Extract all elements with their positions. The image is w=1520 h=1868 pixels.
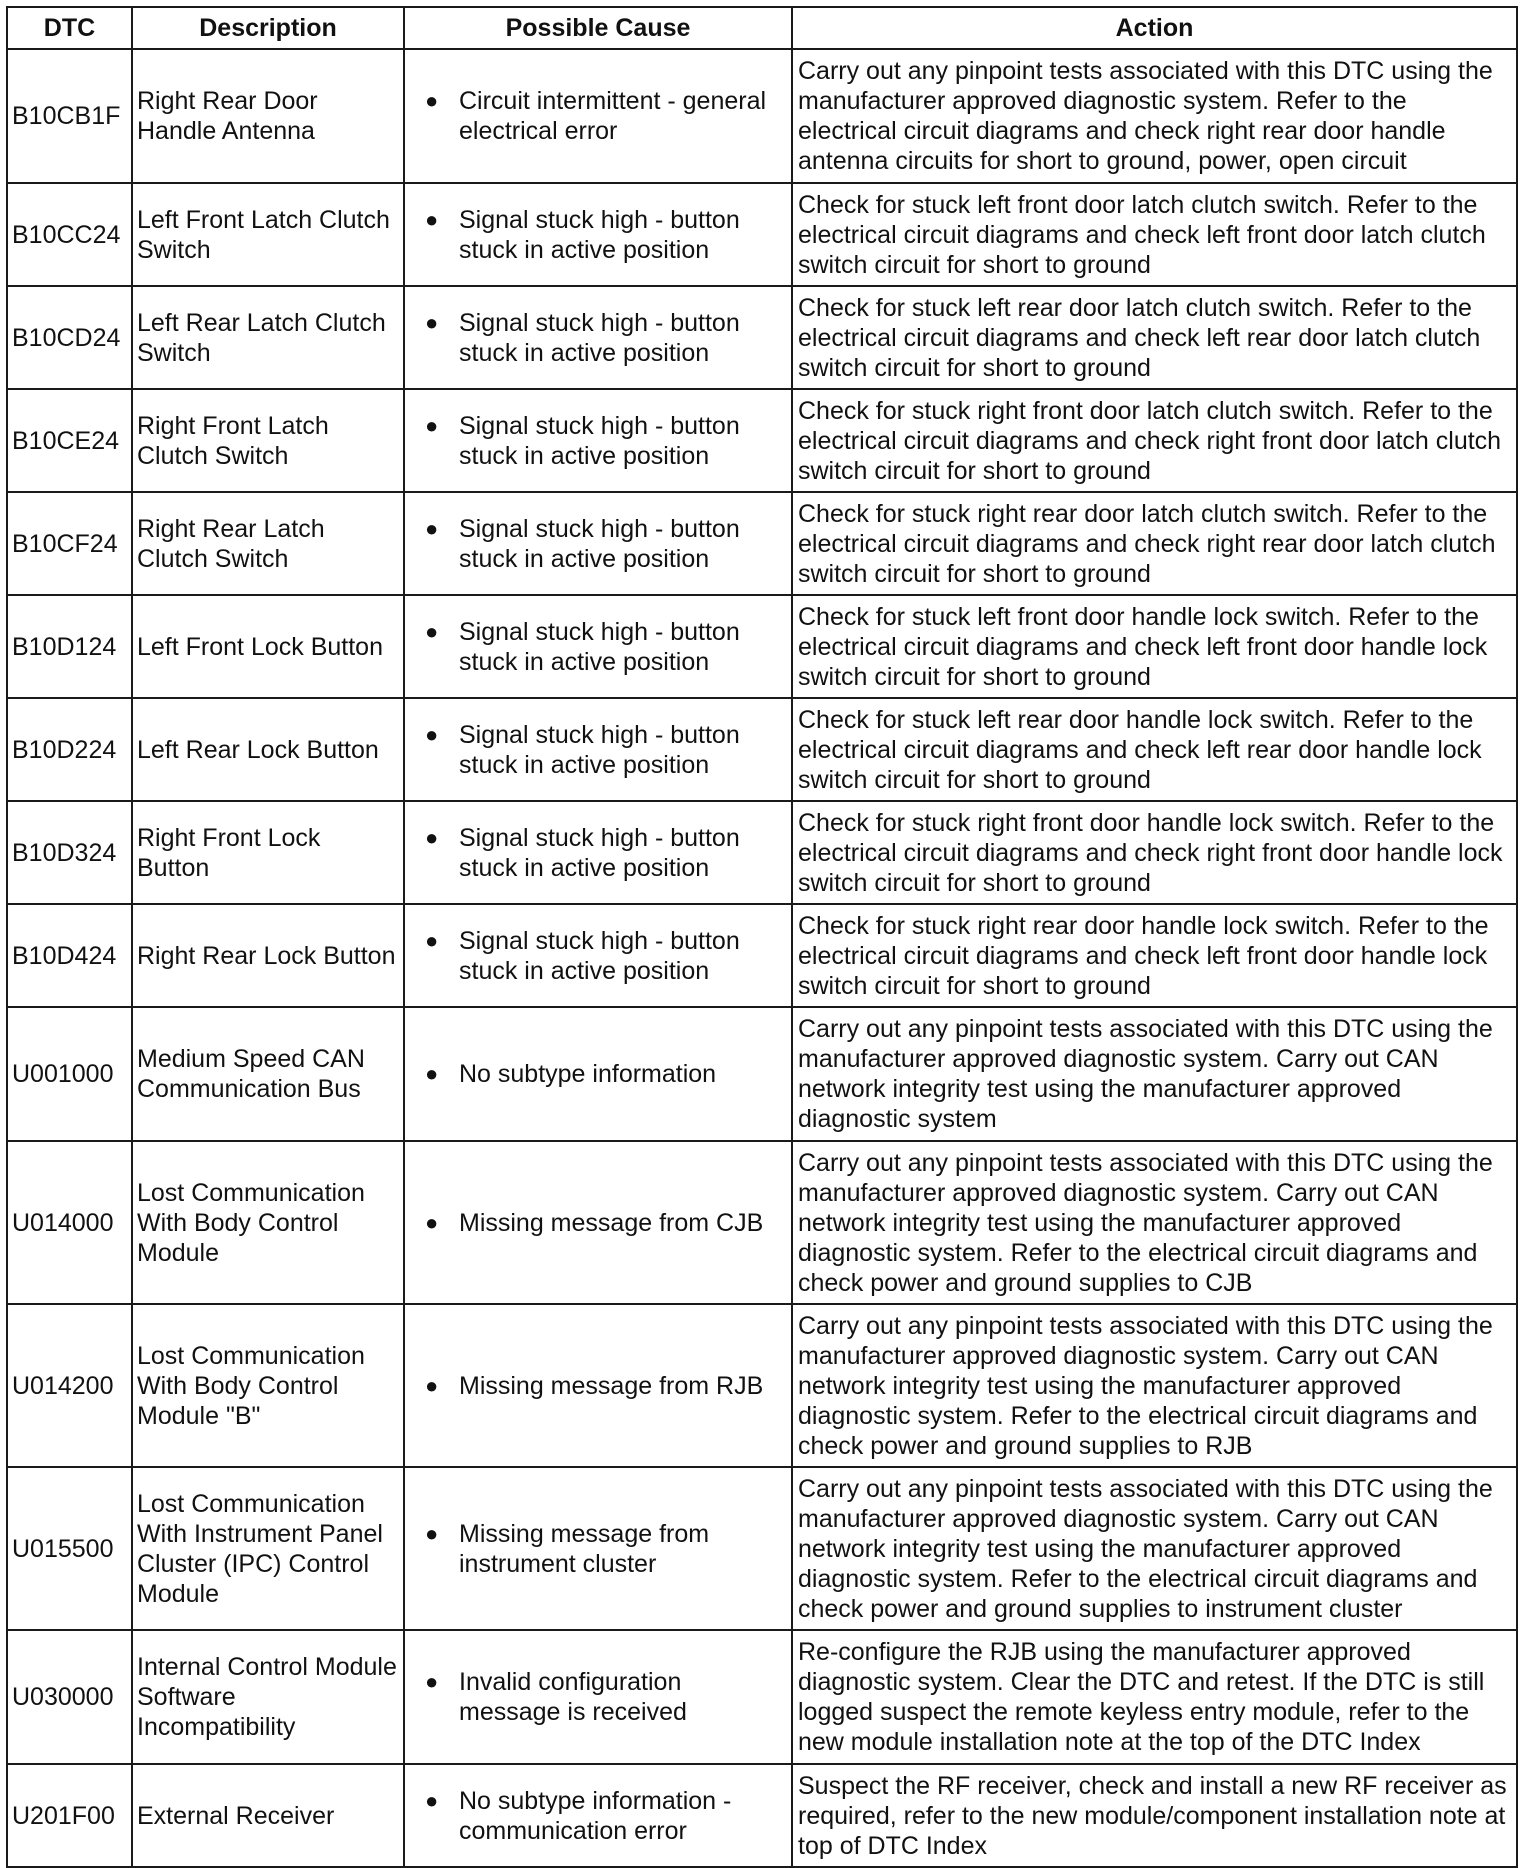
table-row — [7, 1141, 1517, 1304]
table-row — [7, 1764, 1517, 1867]
table-row — [7, 801, 1517, 904]
dtc-description: Medium Speed CAN Communication Bus — [132, 1007, 404, 1141]
possible-cause — [404, 1764, 792, 1867]
table-row — [7, 904, 1517, 1007]
dtc-code: U201F00 — [7, 1764, 132, 1867]
dtc-description: Left Front Lock Button — [132, 595, 404, 698]
dtc-code: B10CB1F — [7, 49, 132, 183]
action-text: Re-configure the RJB using the manufacturer approved diagnostic system. Clear the DTC and retest. If the DTC is still logged suspect the remote keyless entry module, refer to the new module installation note at the top of the DTC Index — [792, 1630, 1517, 1764]
dtc-table-page — [6, 6, 1516, 1868]
possible-cause-text: Missing message from instrument cluster — [459, 1519, 710, 1578]
bullet-icon: ● — [425, 1787, 439, 1813]
action-text: Check for stuck left front door latch clutch switch. Refer to the electrical circuit diagrams and check left front door latch clutch switch circuit for short to ground — [792, 183, 1517, 286]
dtc-code: U014000 — [7, 1141, 132, 1304]
bullet-icon: ● — [425, 88, 439, 113]
possible-cause — [404, 1007, 792, 1141]
dtc-description: Lost Communication With Instrument Panel Cluster (IPC) Control Module — [132, 1467, 404, 1630]
possible-cause — [404, 49, 792, 183]
possible-cause — [404, 1467, 792, 1630]
action-text: Check for stuck right front door handle lock switch. Refer to the electrical circuit diagrams and check right front door handle lock switch circuit for short to ground — [792, 801, 1517, 904]
dtc-description: Left Front Latch Clutch Switch — [132, 183, 404, 286]
table-row — [7, 492, 1517, 595]
table-row — [7, 286, 1517, 389]
dtc-description: Left Rear Lock Button — [132, 698, 404, 801]
dtc-code: B10D124 — [7, 595, 132, 698]
bullet-icon: ● — [425, 412, 439, 438]
possible-cause-text: Signal stuck high - button stuck in active position — [459, 308, 740, 367]
header-dtc: DTC — [7, 7, 132, 49]
action-text: Carry out any pinpoint tests associated with this DTC using the manufacturer approved diagnostic system. Carry out CAN network integrity test using the manufacturer approved diagnostic system. Refer to the electrical circuit diagrams and check power and ground supplies to CJB — [792, 1141, 1517, 1304]
possible-cause-text: Missing message from CJB — [459, 1208, 764, 1237]
possible-cause-text: Signal stuck high - button stuck in active position — [459, 617, 740, 676]
bullet-icon: ● — [425, 1520, 439, 1546]
table-row — [7, 1304, 1517, 1467]
dtc-description: Lost Communication With Body Control Module — [132, 1141, 404, 1304]
dtc-description: External Receiver — [132, 1764, 404, 1867]
action-text: Check for stuck left rear door handle lock switch. Refer to the electrical circuit diagrams and check left rear door handle lock switch circuit for short to ground — [792, 698, 1517, 801]
action-text: Check for stuck right front door latch clutch switch. Refer to the electrical circuit diagrams and check right front door latch clutch switch circuit for short to ground — [792, 389, 1517, 492]
dtc-description: Right Front Latch Clutch Switch — [132, 389, 404, 492]
dtc-description: Left Rear Latch Clutch Switch — [132, 286, 404, 389]
header-possible-cause: Possible Cause — [404, 7, 792, 49]
possible-cause — [404, 904, 792, 1007]
dtc-code: B10D424 — [7, 904, 132, 1007]
dtc-code: B10D224 — [7, 698, 132, 801]
possible-cause-text: Invalid configuration message is received — [459, 1668, 687, 1726]
dtc-code: U015500 — [7, 1467, 132, 1630]
dtc-description: Internal Control Module Software Incompatibility — [132, 1630, 404, 1764]
dtc-description: Right Rear Latch Clutch Switch — [132, 492, 404, 595]
dtc-description: Right Front Lock Button — [132, 801, 404, 904]
possible-cause — [404, 492, 792, 595]
action-text: Suspect the RF receiver, check and install a new RF receiver as required, refer to the new module/component installation note at top of DTC Index — [792, 1764, 1517, 1867]
table-header-row — [7, 7, 1517, 49]
action-text: Carry out any pinpoint tests associated with this DTC using the manufacturer approved diagnostic system. Refer to the electrical circuit diagrams and check right rear door handle antenna circuits for short to ground, power, open circuit — [792, 49, 1517, 183]
dtc-code: B10CC24 — [7, 183, 132, 286]
table-row — [7, 1467, 1517, 1630]
action-text: Carry out any pinpoint tests associated with this DTC using the manufacturer approved diagnostic system. Carry out CAN network integrity test using the manufacturer approved diagnostic system. Refer to the electrical circuit diagrams and check power and ground supplies to instrument cluster — [792, 1467, 1517, 1630]
dtc-code: U030000 — [7, 1630, 132, 1764]
header-action: Action — [792, 7, 1517, 49]
possible-cause — [404, 698, 792, 801]
action-text: Carry out any pinpoint tests associated with this DTC using the manufacturer approved diagnostic system. Carry out CAN network integrity test using the manufacturer approved diagnostic system. Refer to the electrical circuit diagrams and check power and ground supplies to RJB — [792, 1304, 1517, 1467]
dtc-code: B10CD24 — [7, 286, 132, 389]
possible-cause — [404, 1304, 792, 1467]
bullet-icon: ● — [425, 206, 439, 232]
action-text: Check for stuck right rear door handle lock switch. Refer to the electrical circuit diagrams and check left front door handle lock switch circuit for short to ground — [792, 904, 1517, 1007]
bullet-icon: ● — [425, 721, 439, 747]
bullet-icon: ● — [425, 618, 439, 644]
possible-cause-text: Signal stuck high - button stuck in active position — [459, 823, 740, 882]
possible-cause — [404, 595, 792, 698]
bullet-icon: ● — [425, 1061, 439, 1086]
dtc-description: Lost Communication With Body Control Module "B" — [132, 1304, 404, 1467]
dtc-code: U014200 — [7, 1304, 132, 1467]
table-row — [7, 389, 1517, 492]
action-text: Check for stuck left rear door latch clutch switch. Refer to the electrical circuit diagrams and check left rear door latch clutch switch circuit for short to ground — [792, 286, 1517, 389]
possible-cause — [404, 183, 792, 286]
possible-cause-text: Signal stuck high - button stuck in active position — [459, 205, 740, 264]
bullet-icon: ● — [425, 1372, 439, 1398]
possible-cause-text: Missing message from RJB — [459, 1371, 764, 1400]
possible-cause-text: No subtype information - communication error — [459, 1786, 732, 1845]
table-row — [7, 595, 1517, 698]
table-row — [7, 1007, 1517, 1141]
dtc-description: Right Rear Door Handle Antenna — [132, 49, 404, 183]
table-row — [7, 1630, 1517, 1764]
dtc-code: B10CF24 — [7, 492, 132, 595]
bullet-icon: ● — [425, 1209, 439, 1235]
possible-cause — [404, 1630, 792, 1764]
possible-cause-text: Signal stuck high - button stuck in active position — [459, 926, 740, 985]
bullet-icon: ● — [425, 309, 439, 335]
header-description: Description — [132, 7, 404, 49]
possible-cause — [404, 389, 792, 492]
possible-cause-text: No subtype information — [459, 1060, 717, 1088]
possible-cause-text: Signal stuck high - button stuck in active position — [459, 514, 740, 573]
table-row — [7, 49, 1517, 183]
possible-cause-text: Circuit intermittent - general electrical error — [459, 87, 767, 145]
action-text: Carry out any pinpoint tests associated with this DTC using the manufacturer approved diagnostic system. Carry out CAN network integrity test using the manufacturer approved diagnostic system — [792, 1007, 1517, 1141]
bullet-icon: ● — [425, 1669, 439, 1694]
action-text: Check for stuck left front door handle lock switch. Refer to the electrical circuit diagrams and check left front door handle lock switch circuit for short to ground — [792, 595, 1517, 698]
table-row — [7, 183, 1517, 286]
bullet-icon: ● — [425, 515, 439, 541]
dtc-code: B10CE24 — [7, 389, 132, 492]
dtc-description: Right Rear Lock Button — [132, 904, 404, 1007]
dtc-code: U001000 — [7, 1007, 132, 1141]
bullet-icon: ● — [425, 824, 439, 850]
dtc-code: B10D324 — [7, 801, 132, 904]
possible-cause-text: Signal stuck high - button stuck in active position — [459, 720, 740, 779]
action-text: Check for stuck right rear door latch clutch switch. Refer to the electrical circuit diagrams and check right rear door latch clutch switch circuit for short to ground — [792, 492, 1517, 595]
possible-cause — [404, 1141, 792, 1304]
dtc-table — [6, 6, 1518, 1868]
table-row — [7, 698, 1517, 801]
possible-cause-text: Signal stuck high - button stuck in active position — [459, 411, 740, 470]
bullet-icon: ● — [425, 927, 439, 953]
possible-cause — [404, 801, 792, 904]
possible-cause — [404, 286, 792, 389]
